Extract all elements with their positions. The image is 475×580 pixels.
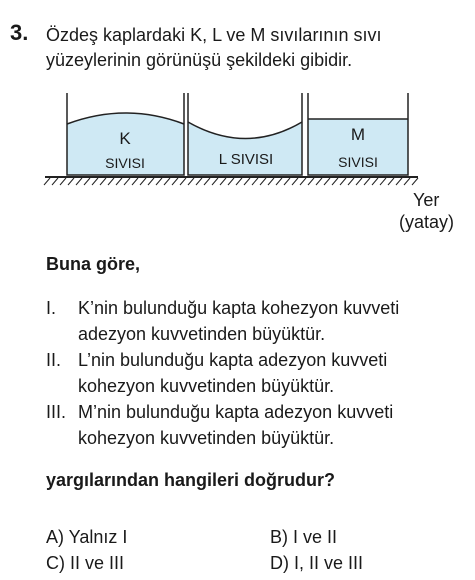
ground-hatch-mark xyxy=(148,178,154,185)
ground-hatch-mark xyxy=(228,178,234,185)
m-label-top: M xyxy=(350,125,366,144)
statement-2-line-1: L’nin bulunduğu kapta adezyon kuvveti xyxy=(78,350,388,370)
stem-line-1: Özdeş kaplardaki K, L ve M sıvılarının sıvı xyxy=(46,25,382,45)
statement-1-text xyxy=(78,295,468,347)
m-label-bottom: SIVISI xyxy=(338,154,378,170)
ground-hatch-mark xyxy=(252,178,258,185)
statement-2-line-2: kohezyon kuvvetinden büyüktür. xyxy=(78,376,335,396)
statement-1-line-1: K’nin bulunduğu kapta kohezyon kuvveti xyxy=(78,298,400,318)
statement-1-roman: I. xyxy=(46,298,57,318)
option-b[interactable]: B) I ve II xyxy=(270,527,338,547)
statement-3-text xyxy=(78,399,468,451)
ground-hatch-mark xyxy=(188,178,194,185)
ground-hatch-mark xyxy=(340,178,346,185)
ground-hatch-mark xyxy=(68,178,74,185)
ground-hatch-mark xyxy=(316,178,322,185)
ground-hatch-mark xyxy=(60,178,66,185)
ground-hatch-mark xyxy=(380,178,386,185)
ground-hatch-mark xyxy=(404,178,410,185)
ground-hatch-mark xyxy=(244,178,250,185)
ground-hatch-mark xyxy=(156,178,162,185)
ground-hatch-mark xyxy=(100,178,106,185)
ground-hatch-mark xyxy=(236,178,242,185)
ground-hatch-mark xyxy=(124,178,130,185)
ground-hatch-mark xyxy=(332,178,338,185)
ground-hatch-mark xyxy=(372,178,378,185)
statement-2-roman: II. xyxy=(46,350,62,370)
ground-hatch-mark xyxy=(308,178,314,185)
option-d[interactable]: D) I, II ve III xyxy=(270,553,364,573)
ground-hatch-mark xyxy=(196,178,202,185)
question-stem xyxy=(46,23,466,73)
ground-hatch-mark xyxy=(180,178,186,185)
ground-hatch-mark xyxy=(116,178,122,185)
ground-hatch-mark xyxy=(44,178,50,185)
ground-hatch-mark xyxy=(300,178,306,185)
ground-hatch-mark xyxy=(140,178,146,185)
lead-text: Buna göre, xyxy=(46,254,141,274)
statement-3-line-1: M’nin bulunduğu kapta adezyon kuvveti xyxy=(78,402,394,422)
option-a[interactable]: A) Yalnız I xyxy=(46,527,128,547)
ground-hatch-mark xyxy=(220,178,226,185)
question-number: 3. xyxy=(10,20,29,45)
ground-hatch-mark xyxy=(284,178,290,185)
ground-hatch-mark xyxy=(108,178,114,185)
ground-hatch-mark xyxy=(76,178,82,185)
ground-hatch-mark xyxy=(388,178,394,185)
ground-hatch-mark xyxy=(84,178,90,185)
ground-hatch-mark xyxy=(212,178,218,185)
statement-3-roman: III. xyxy=(46,402,67,422)
ground-hatch-mark xyxy=(132,178,138,185)
stem-line-2: yüzeylerinin görünüşü şekildeki gibidir. xyxy=(46,50,353,70)
ground-hatch-mark xyxy=(348,178,354,185)
statement-3-line-2: kohezyon kuvvetinden büyüktür. xyxy=(78,428,335,448)
l-label: L SIVISI xyxy=(218,151,274,168)
ground-hatch-mark xyxy=(276,178,282,185)
statement-1-line-2: adezyon kuvvetinden büyüktür. xyxy=(78,324,326,344)
ground-hatching xyxy=(44,178,418,185)
statement-2-text xyxy=(78,347,468,399)
ground-hatch-mark xyxy=(292,178,298,185)
ground-hatch-mark xyxy=(356,178,362,185)
ground-hatch-mark xyxy=(164,178,170,185)
ground-hatch-mark xyxy=(324,178,330,185)
ground-hatch-mark xyxy=(260,178,266,185)
ground-hatch-mark xyxy=(364,178,370,185)
ground-hatch-mark xyxy=(396,178,402,185)
question-prompt: yargılarından hangileri doğrudur? xyxy=(46,470,336,490)
ground-hatch-mark xyxy=(92,178,98,185)
ground-label: Yer xyxy=(413,190,440,210)
ground-hatch-mark xyxy=(412,178,418,185)
ground-hatch-mark xyxy=(52,178,58,185)
ground-label-horizontal: (yatay) xyxy=(399,212,455,232)
ground-hatch-mark xyxy=(268,178,274,185)
k-label-bottom: SIVISI xyxy=(105,155,145,171)
option-c[interactable]: C) II ve III xyxy=(46,553,125,573)
ground-hatch-mark xyxy=(204,178,210,185)
ground-hatch-mark xyxy=(172,178,178,185)
liquid-containers-figure xyxy=(0,85,475,195)
k-label-top: K xyxy=(119,129,131,148)
